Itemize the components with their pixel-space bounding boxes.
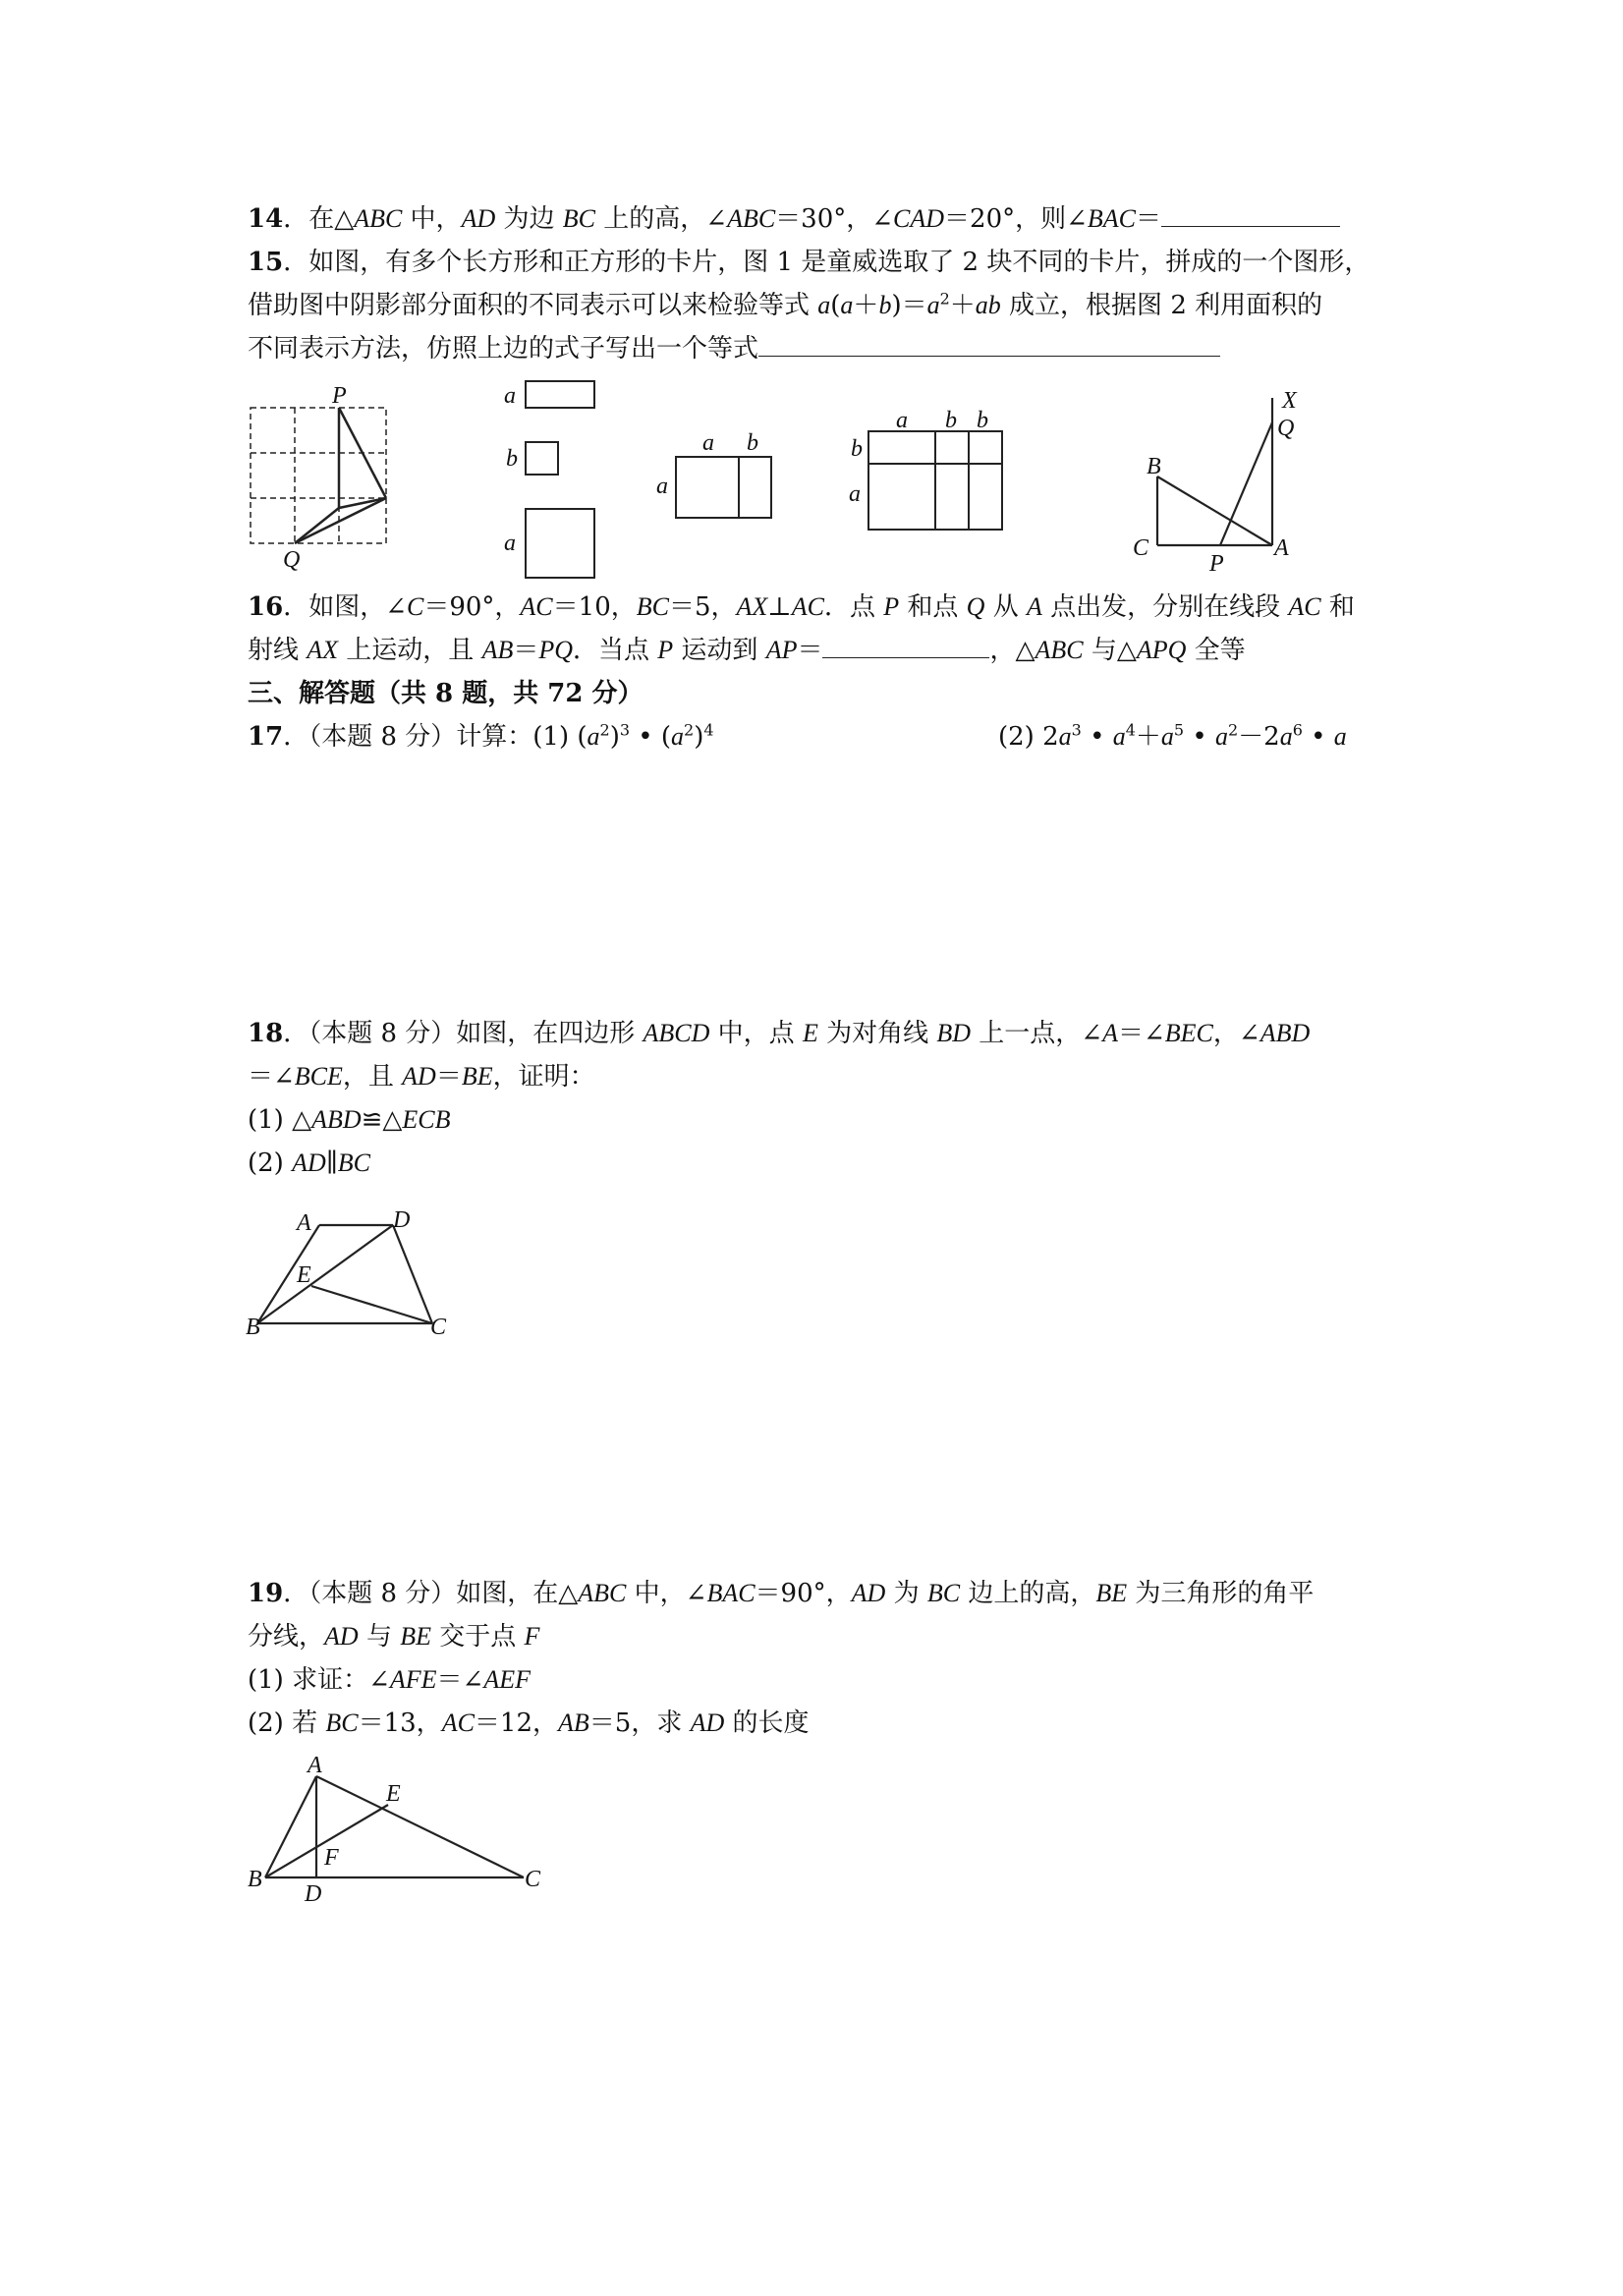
var: ab bbox=[975, 291, 1001, 319]
text: ．点 bbox=[823, 592, 884, 622]
var: AC bbox=[520, 592, 553, 621]
var: CAD bbox=[893, 204, 945, 233]
text: 为边 bbox=[495, 204, 563, 234]
point-label-p: P bbox=[332, 383, 347, 409]
point-label-c: C bbox=[525, 1867, 541, 1892]
fig2-label-b1: b bbox=[945, 408, 957, 433]
text: ＝30°，∠ bbox=[775, 204, 894, 234]
var: AX bbox=[307, 636, 339, 664]
text: ＋ bbox=[1135, 722, 1161, 752]
point-label-x: X bbox=[1282, 388, 1297, 414]
var: AD bbox=[292, 1148, 326, 1177]
text: ( bbox=[830, 291, 841, 320]
card-label-a: a bbox=[504, 383, 516, 409]
text: 全等 bbox=[1186, 636, 1246, 665]
question-17-part-1 bbox=[248, 719, 714, 755]
figure-2 bbox=[845, 403, 1012, 535]
point-label-a: A bbox=[297, 1210, 311, 1236]
text: 点出发，分别在线段 bbox=[1041, 592, 1289, 622]
answer-blank[interactable] bbox=[1161, 202, 1340, 227]
text: 中， bbox=[402, 204, 462, 234]
square-card-b bbox=[526, 442, 558, 475]
var: ABC bbox=[354, 204, 403, 233]
question-14 bbox=[248, 201, 1340, 237]
text: －2 bbox=[1238, 722, 1280, 752]
text: 运动到 bbox=[673, 636, 766, 665]
var: AFE bbox=[389, 1665, 437, 1694]
question-19-line-1 bbox=[248, 1576, 1314, 1611]
section-heading: 三、解答题（共 8 题，共 72 分） bbox=[248, 679, 644, 708]
exponent: 2 bbox=[599, 720, 610, 740]
question-number: 19 bbox=[248, 1579, 284, 1608]
exponent: 5 bbox=[1173, 720, 1185, 740]
var: F bbox=[524, 1622, 540, 1651]
square-card-a bbox=[526, 509, 594, 578]
question-16-line-2 bbox=[248, 633, 1246, 668]
var: AB bbox=[481, 636, 514, 664]
text: (1) 求证：∠ bbox=[248, 1665, 390, 1695]
text: ) bbox=[609, 722, 620, 752]
text: ＝ bbox=[513, 636, 539, 665]
var: BC bbox=[325, 1708, 359, 1737]
text: 与 bbox=[358, 1622, 401, 1652]
var: AP bbox=[765, 636, 798, 664]
text: ＝∠ bbox=[1118, 1019, 1165, 1048]
var: ABCD bbox=[643, 1019, 710, 1047]
point-label-a: A bbox=[308, 1753, 322, 1778]
text: ＝90°， bbox=[423, 592, 521, 622]
var: A bbox=[1026, 592, 1042, 621]
point-label-c: C bbox=[1133, 535, 1149, 561]
var: AD bbox=[461, 204, 496, 233]
text: ．（本题 8 分）计算：(1) ( bbox=[283, 722, 588, 752]
text: 与△ bbox=[1083, 636, 1137, 665]
var: a bbox=[817, 291, 831, 319]
text: 为三角形的角平 bbox=[1127, 1579, 1315, 1608]
var: P bbox=[883, 592, 900, 621]
text: 上运动，且 bbox=[338, 636, 482, 665]
figure-q16 bbox=[1125, 378, 1321, 575]
text: (2) 2 bbox=[998, 722, 1059, 752]
text: 中，∠ bbox=[626, 1579, 707, 1608]
text: ．当点 bbox=[573, 636, 658, 665]
var: BE bbox=[400, 1622, 431, 1651]
fig1-label-a: a bbox=[702, 430, 714, 456]
var: AC bbox=[791, 592, 824, 621]
question-18-sub-1 bbox=[248, 1102, 451, 1138]
point-label-q: Q bbox=[283, 547, 301, 573]
var: a bbox=[671, 722, 685, 751]
fig1-label-b: b bbox=[747, 430, 758, 456]
point-label-e: E bbox=[386, 1781, 401, 1807]
text: • ( bbox=[630, 722, 672, 752]
card-label-a2: a bbox=[504, 531, 516, 556]
text: 从 bbox=[984, 592, 1027, 622]
text: ≌△ bbox=[361, 1105, 403, 1135]
point-label-p: P bbox=[1209, 551, 1224, 577]
var: C bbox=[406, 592, 424, 621]
point-label-b: B bbox=[1147, 454, 1161, 479]
text: 上一点，∠ bbox=[971, 1019, 1103, 1048]
text: 和点 bbox=[899, 592, 967, 622]
fig2-label-b-left: b bbox=[851, 436, 863, 462]
text: ．在△ bbox=[283, 204, 355, 234]
fig2-label-b2: b bbox=[977, 408, 988, 433]
var: BE bbox=[1095, 1579, 1128, 1607]
var: Q bbox=[966, 592, 985, 621]
point-label-b: B bbox=[246, 1315, 260, 1340]
cards-figure bbox=[496, 373, 614, 585]
text: ＝5，求 bbox=[588, 1708, 691, 1738]
point-label-q: Q bbox=[1277, 416, 1295, 441]
text: 交于点 bbox=[430, 1622, 525, 1652]
var: PQ bbox=[538, 636, 574, 664]
text: (2) 若 bbox=[248, 1708, 326, 1738]
var: BC bbox=[337, 1148, 371, 1177]
exponent: 2 bbox=[684, 720, 695, 740]
question-15-line-2 bbox=[248, 288, 1322, 323]
var: ABD bbox=[311, 1105, 362, 1134]
question-18-line-2 bbox=[248, 1059, 595, 1094]
var: BE bbox=[461, 1062, 493, 1091]
var: AC bbox=[1288, 592, 1321, 621]
text: 借助图中阴影部分面积的不同表示可以来检验等式 bbox=[248, 291, 818, 320]
text: ＋ bbox=[949, 291, 976, 320]
var: APQ bbox=[1136, 636, 1187, 664]
text: (2) bbox=[248, 1148, 293, 1178]
text: ＝ bbox=[797, 636, 823, 665]
var: BC bbox=[926, 1579, 961, 1607]
var: BD bbox=[936, 1019, 972, 1047]
text: ∥ bbox=[325, 1148, 338, 1178]
question-18-line-1 bbox=[248, 1016, 1310, 1051]
text: 成立，根据图 2 利用面积的 bbox=[1000, 291, 1323, 320]
var: a bbox=[926, 291, 940, 319]
var: AC bbox=[441, 1708, 475, 1737]
var: P bbox=[657, 636, 674, 664]
var: a bbox=[587, 722, 600, 751]
fig2-label-a-left: a bbox=[849, 481, 861, 507]
question-19-sub-1 bbox=[248, 1662, 531, 1698]
text: ＝5， bbox=[668, 592, 737, 622]
question-number: 15 bbox=[248, 248, 284, 277]
exponent: 6 bbox=[1292, 720, 1303, 740]
answer-blank[interactable] bbox=[758, 332, 1220, 357]
var: BAC bbox=[706, 1579, 756, 1607]
var: b bbox=[878, 291, 892, 319]
var: a bbox=[1214, 722, 1228, 751]
text: ⊥ bbox=[767, 592, 792, 622]
exponent: 4 bbox=[703, 720, 714, 740]
question-19-line-2 bbox=[248, 1619, 539, 1654]
text: ，△ bbox=[989, 636, 1035, 665]
var: BAC bbox=[1087, 204, 1137, 233]
var: ECB bbox=[402, 1105, 451, 1134]
text: 边上的高， bbox=[960, 1579, 1096, 1608]
question-number: 17 bbox=[248, 722, 284, 752]
var: a bbox=[1112, 722, 1126, 751]
question-17-part-2 bbox=[998, 719, 1347, 755]
var: a bbox=[840, 291, 854, 319]
var: BCE bbox=[294, 1062, 343, 1091]
text: 分线， bbox=[248, 1622, 325, 1652]
figure-q18 bbox=[246, 1204, 462, 1346]
text: ．（本题 8 分）如图，在△ bbox=[283, 1579, 579, 1608]
var: AD bbox=[324, 1622, 359, 1651]
exponent: 2 bbox=[1227, 720, 1239, 740]
text: 中，点 bbox=[709, 1019, 803, 1048]
text: ＝∠ bbox=[248, 1062, 295, 1092]
question-15-line-3 bbox=[248, 331, 1220, 366]
text: 为对角线 bbox=[817, 1019, 937, 1048]
text: ＝13， bbox=[358, 1708, 442, 1738]
point-label-b: B bbox=[248, 1867, 262, 1892]
question-19-sub-2 bbox=[248, 1706, 810, 1741]
text: ＝∠ bbox=[436, 1665, 484, 1695]
question-number: 16 bbox=[248, 592, 284, 622]
text: 射线 bbox=[248, 636, 308, 665]
text: )＝ bbox=[891, 291, 927, 320]
var: a bbox=[1058, 722, 1072, 751]
exponent: 3 bbox=[619, 720, 631, 740]
text: • bbox=[1302, 722, 1334, 752]
text: (1) △ bbox=[248, 1105, 312, 1135]
var: E bbox=[802, 1019, 818, 1047]
question-15-line-1 bbox=[248, 245, 1370, 280]
point-label-c: C bbox=[430, 1315, 447, 1340]
text: • bbox=[1184, 722, 1215, 752]
text: ＝12， bbox=[474, 1708, 559, 1738]
text: ＝90°， bbox=[755, 1579, 852, 1608]
text: ．（本题 8 分）如图，在四边形 bbox=[283, 1019, 644, 1048]
var: ABC bbox=[578, 1579, 627, 1607]
rect-card-a bbox=[526, 381, 594, 408]
text: 不同表示方法，仿照上边的式子写出一个等式 bbox=[248, 334, 759, 364]
card-label-b: b bbox=[506, 446, 518, 472]
text: ，证明： bbox=[492, 1062, 595, 1092]
var: BC bbox=[562, 204, 595, 233]
point-label-e: E bbox=[297, 1262, 311, 1288]
text: ，∠ bbox=[1212, 1019, 1260, 1048]
text: ，且 bbox=[342, 1062, 403, 1092]
var: ABC bbox=[1035, 636, 1084, 664]
text: ＝ bbox=[435, 1062, 462, 1092]
answer-blank[interactable] bbox=[822, 634, 989, 658]
text: ＝20°，则∠ bbox=[944, 204, 1088, 234]
text: ＋ bbox=[853, 291, 879, 320]
exponent: 2 bbox=[939, 289, 950, 308]
fig1-label-a-left: a bbox=[656, 474, 668, 499]
exponent: 3 bbox=[1071, 720, 1082, 740]
var: a bbox=[1333, 722, 1347, 751]
var: AB bbox=[558, 1708, 589, 1737]
var: AEF bbox=[483, 1665, 531, 1694]
question-18-sub-2 bbox=[248, 1146, 370, 1181]
text: • bbox=[1081, 722, 1113, 752]
question-number: 14 bbox=[248, 204, 284, 234]
var: ABC bbox=[727, 204, 776, 233]
var: a bbox=[1160, 722, 1174, 751]
question-16-line-1 bbox=[248, 589, 1355, 625]
var: AX bbox=[736, 592, 768, 621]
question-number: 18 bbox=[248, 1019, 284, 1048]
var: A bbox=[1102, 1019, 1118, 1047]
var: BEC bbox=[1164, 1019, 1213, 1047]
text: ＝ bbox=[1136, 204, 1162, 234]
point-label-f: F bbox=[324, 1845, 339, 1871]
var: AD bbox=[851, 1579, 886, 1607]
text: ．如图，∠ bbox=[283, 592, 407, 622]
text: ＝10， bbox=[552, 592, 637, 622]
point-label-d: D bbox=[305, 1881, 322, 1907]
var: AD bbox=[402, 1062, 436, 1091]
text: 和 bbox=[1320, 592, 1355, 622]
text: 为 bbox=[885, 1579, 927, 1608]
var: ABD bbox=[1259, 1019, 1311, 1047]
var: a bbox=[1279, 722, 1293, 751]
figure-q19 bbox=[246, 1749, 560, 1906]
point-label-a: A bbox=[1274, 535, 1289, 561]
grid-figure bbox=[246, 378, 393, 575]
text: 上的高，∠ bbox=[595, 204, 728, 234]
exponent: 4 bbox=[1125, 720, 1136, 740]
figure-1 bbox=[648, 422, 786, 521]
point-label-d: D bbox=[393, 1207, 411, 1233]
fig2-label-a: a bbox=[896, 408, 908, 433]
var: BC bbox=[636, 592, 669, 621]
text: ) bbox=[694, 722, 704, 752]
var: AD bbox=[690, 1708, 725, 1737]
text: 的长度 bbox=[724, 1708, 810, 1738]
text: ．如图，有多个长方形和正方形的卡片，图 1 是童威选取了 2 块不同的卡片，拼成的一个图形， bbox=[283, 248, 1371, 277]
